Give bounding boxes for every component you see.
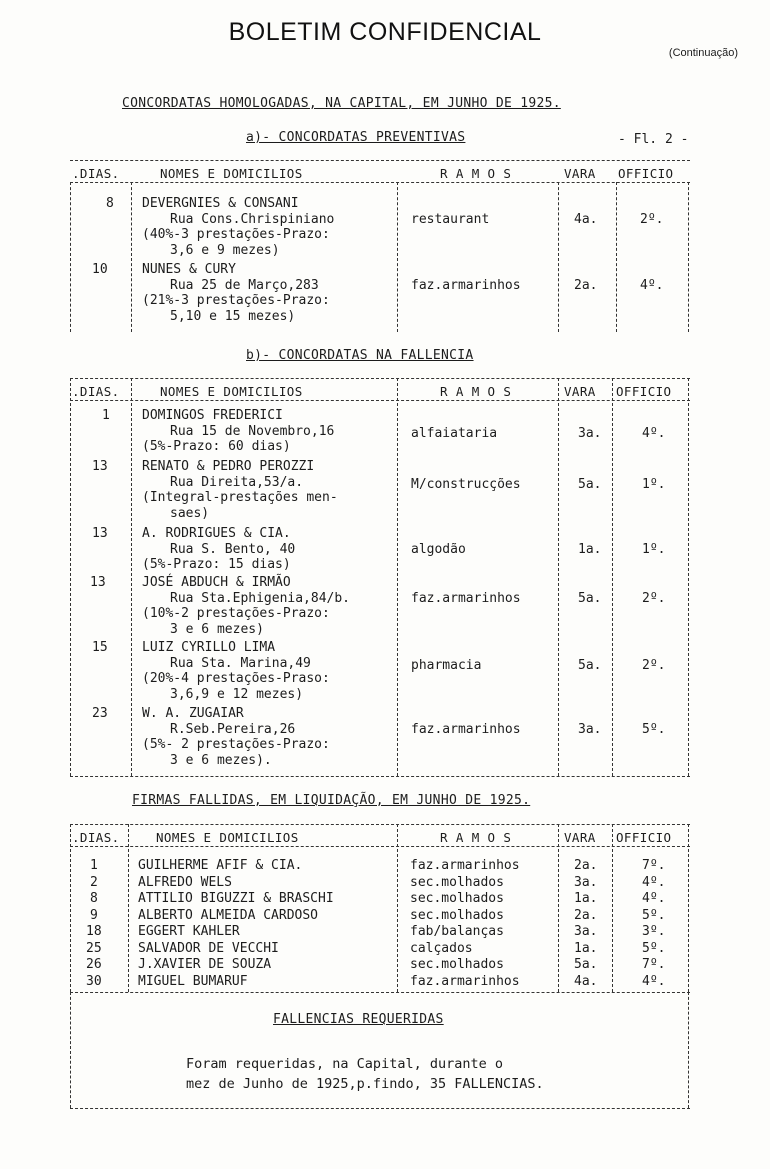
table-rule [70, 400, 690, 401]
cell-day: 8 [90, 891, 98, 906]
cell-name: W. A. ZUGAIAR [142, 706, 244, 721]
cell-ramo: alfaiataria [411, 426, 498, 441]
cell-officio: 4º. [642, 973, 666, 989]
cell-terms: (20%-4 prestações-Praso: [142, 671, 330, 686]
cell-vara: 1a. [574, 940, 598, 956]
cell-address: R.Seb.Pereira,26 [170, 721, 296, 737]
cell-day: 13 [90, 575, 106, 590]
cell-officio: 5º. [642, 907, 666, 923]
cell-terms: 3 e 6 mezes) [170, 621, 264, 637]
cell-vara: 2a. [574, 858, 598, 873]
col-divider [131, 182, 132, 332]
cell-vara: 4a. [574, 212, 598, 227]
cell-ramo: faz.armarinhos [410, 858, 520, 873]
col-header-ramos: R A M O S [440, 830, 512, 845]
cell-ramo: faz.armarinhos [410, 973, 520, 989]
table-rule [70, 160, 690, 161]
col-divider [397, 182, 398, 332]
cell-day: 23 [92, 706, 108, 721]
col-divider [612, 378, 613, 776]
cell-vara: 3a. [574, 924, 598, 939]
cell-address: Rua 15 de Novembro,16 [170, 423, 335, 439]
cell-ramo: restaurant [411, 212, 490, 227]
cell-address: Rua Cons.Chrispiniano [170, 211, 335, 227]
cell-vara: 1a. [574, 891, 598, 906]
cell-officio: 2º. [640, 212, 664, 227]
cell-name: NUNES & CURY [142, 262, 236, 277]
table-row [70, 941, 690, 958]
cell-name: SALVADOR DE VECCHI [138, 940, 279, 956]
table-row [70, 924, 690, 941]
cell-vara: 5a. [578, 591, 602, 606]
cell-day: 9 [90, 907, 98, 923]
col-divider [131, 378, 132, 776]
cell-vara: 5a. [578, 477, 602, 492]
table-rule [70, 776, 690, 777]
cell-day: 15 [92, 640, 108, 655]
table-row [70, 908, 690, 925]
cell-officio: 4º. [640, 278, 664, 293]
cell-ramo: calçados [410, 940, 473, 956]
cell-vara: 5a. [578, 658, 602, 673]
cell-ramo: fab/balanças [410, 924, 504, 939]
col-header-vara: VARA [564, 384, 596, 399]
cell-terms: 5,10 e 15 mezes) [170, 308, 296, 324]
table-rule [70, 824, 690, 825]
col-header-officio: OFFICIO [616, 384, 672, 399]
cell-vara: 3a. [578, 722, 602, 737]
col-divider [558, 182, 559, 332]
col-divider [70, 378, 71, 776]
cell-ramo: pharmacia [411, 658, 482, 673]
cell-day: 1 [102, 408, 110, 423]
cell-name: A. RODRIGUES & CIA. [142, 526, 291, 541]
page-label: - Fl. 2 - [618, 132, 689, 147]
col-header-nomes: NOMES E DOMICILIOS [160, 166, 303, 181]
col-header-dias: .DIAS. [72, 166, 120, 181]
footer-title: FALLENCIAS REQUERIDAS [273, 1012, 444, 1027]
table-rule [70, 182, 690, 183]
cell-vara: 2a. [574, 907, 598, 923]
table-row [70, 891, 690, 908]
section-a-title: a)- CONCORDATAS PREVENTIVAS [246, 130, 466, 145]
footer-line-2: mez de Junho de 1925,p.findo, 35 FALLENCIAS. [186, 1076, 544, 1092]
main-heading: CONCORDATAS HOMOLOGADAS, NA CAPITAL, EM JUNHO DE 1925. [122, 96, 561, 111]
cell-name: J.XAVIER DE SOUZA [138, 957, 272, 972]
cell-name: RENATO & PEDRO PEROZZI [142, 459, 315, 474]
cell-day: 8 [106, 196, 114, 211]
cell-day: 25 [86, 940, 102, 956]
col-divider [688, 992, 689, 1108]
cell-officio: 7º. [642, 858, 666, 873]
section-c-title: FIRMAS FALLIDAS, EM LIQUIDAÇÃO, EM JUNHO DE 1925. [132, 793, 531, 808]
cell-day: 18 [86, 924, 102, 939]
cell-day: 2 [90, 874, 98, 890]
col-divider [70, 182, 71, 332]
col-header-ramos: R A M O S [440, 166, 512, 181]
cell-ramo: faz.armarinhos [411, 722, 521, 737]
cell-officio: 2º. [642, 658, 666, 673]
continuation-note: (Continuação) [668, 47, 738, 59]
cell-day: 30 [86, 973, 102, 989]
cell-ramo: faz.armarinhos [411, 278, 521, 293]
footer-line-1: Foram requeridas, na Capital, durante o [186, 1056, 503, 1072]
cell-terms: (10%-2 prestações-Prazo: [142, 606, 330, 621]
section-b-title: b)- CONCORDATAS NA FALLENCIA [246, 348, 474, 363]
cell-address: Rua Sta.Ephigenia,84/b. [170, 590, 351, 606]
col-header-dias: .DIAS. [72, 384, 120, 399]
cell-ramo: sec.molhados [410, 874, 504, 890]
col-header-nomes: NOMES E DOMICILIOS [156, 830, 299, 845]
cell-address: Rua 25 de Março,283 [170, 277, 319, 293]
cell-vara: 5a. [574, 957, 598, 972]
cell-vara: 3a. [574, 874, 598, 890]
cell-terms: saes) [170, 505, 210, 521]
cell-officio: 4º. [642, 426, 666, 441]
cell-address: Rua Direita,53/a. [170, 474, 304, 490]
cell-day: 13 [92, 526, 108, 541]
table-fallidas [70, 824, 690, 994]
cell-day: 13 [92, 459, 108, 474]
cell-terms: (Integral-prestações men- [142, 490, 338, 505]
col-header-vara: VARA [564, 166, 596, 181]
cell-officio: 5º. [642, 722, 666, 737]
cell-terms: (40%-3 prestações-Prazo: [142, 227, 330, 242]
cell-name: DOMINGOS FREDERICI [142, 408, 283, 423]
table-rule [70, 378, 690, 379]
col-divider [616, 182, 617, 332]
cell-day: 1 [90, 858, 98, 873]
col-divider [688, 182, 689, 332]
cell-officio: 5º. [642, 940, 666, 956]
cell-officio: 3º. [642, 924, 666, 939]
cell-ramo: sec.molhados [410, 957, 504, 972]
cell-name: LUIZ CYRILLO LIMA [142, 640, 276, 655]
table-row [70, 957, 690, 974]
page-title: BOLETIM CONFIDENCIAL [228, 18, 542, 46]
table-row [70, 875, 690, 892]
cell-vara: 1a. [578, 542, 602, 557]
cell-name: JOSÉ ABDUCH & IRMÃO [142, 575, 291, 590]
cell-name: ATTILIO BIGUZZI & BRASCHI [138, 891, 334, 906]
table-preventivas [70, 160, 690, 335]
col-header-dias: .DIAS. [72, 830, 120, 845]
cell-terms: 3,6 e 9 mezes) [170, 242, 280, 258]
cell-name: MIGUEL BUMARUF [138, 973, 248, 989]
col-header-officio: OFFICIO [616, 830, 672, 845]
cell-day: 26 [86, 957, 102, 972]
col-header-nomes: NOMES E DOMICILIOS [160, 384, 303, 399]
cell-officio: 7º. [642, 957, 666, 972]
cell-officio: 2º. [642, 591, 666, 606]
col-header-officio: OFFICIO [618, 166, 674, 181]
col-divider [688, 378, 689, 776]
cell-name: ALBERTO ALMEIDA CARDOSO [138, 907, 319, 923]
cell-terms: 3,6,9 e 12 mezes) [170, 686, 304, 702]
col-divider [397, 378, 398, 776]
cell-ramo: M/construcções [411, 477, 521, 492]
table-row [70, 974, 690, 991]
cell-name: ALFREDO WELS [138, 874, 232, 890]
cell-name: DEVERGNIES & CONSANI [142, 196, 299, 211]
col-header-vara: VARA [564, 830, 596, 845]
cell-ramo: sec.molhados [410, 907, 504, 923]
table-fallencia [70, 378, 690, 780]
cell-terms: (21%-3 prestações-Prazo: [142, 293, 330, 308]
col-divider [558, 378, 559, 776]
cell-ramo: sec.molhados [410, 891, 504, 906]
cell-officio: 4º. [642, 891, 666, 906]
cell-vara: 4a. [574, 973, 598, 989]
cell-name: GUILHERME AFIF & CIA. [138, 858, 303, 873]
table-rule [70, 1108, 690, 1109]
cell-name: EGGERT KAHLER [138, 924, 240, 939]
cell-terms: (5%- 2 prestações-Prazo: [142, 737, 330, 752]
cell-terms: (5%-Prazo: 15 dias) [142, 557, 291, 572]
cell-vara: 2a. [574, 278, 598, 293]
cell-officio: 1º. [642, 542, 666, 557]
cell-officio: 1º. [642, 477, 666, 492]
table-row [70, 858, 690, 875]
col-divider [70, 992, 71, 1108]
col-header-ramos: R A M O S [440, 384, 512, 399]
cell-address: Rua S. Bento, 40 [170, 541, 296, 557]
cell-address: Rua Sta. Marina,49 [170, 655, 311, 671]
cell-ramo: algodão [411, 542, 466, 557]
cell-ramo: faz.armarinhos [411, 591, 521, 606]
table-rule [70, 846, 690, 847]
cell-day: 10 [92, 262, 108, 277]
table-rule [70, 992, 690, 993]
cell-terms: 3 e 6 mezes). [170, 752, 272, 768]
cell-vara: 3a. [578, 426, 602, 441]
fallencias-box [70, 992, 690, 1112]
cell-officio: 4º. [642, 874, 666, 890]
cell-terms: (5%-Prazo: 60 dias) [142, 439, 291, 454]
